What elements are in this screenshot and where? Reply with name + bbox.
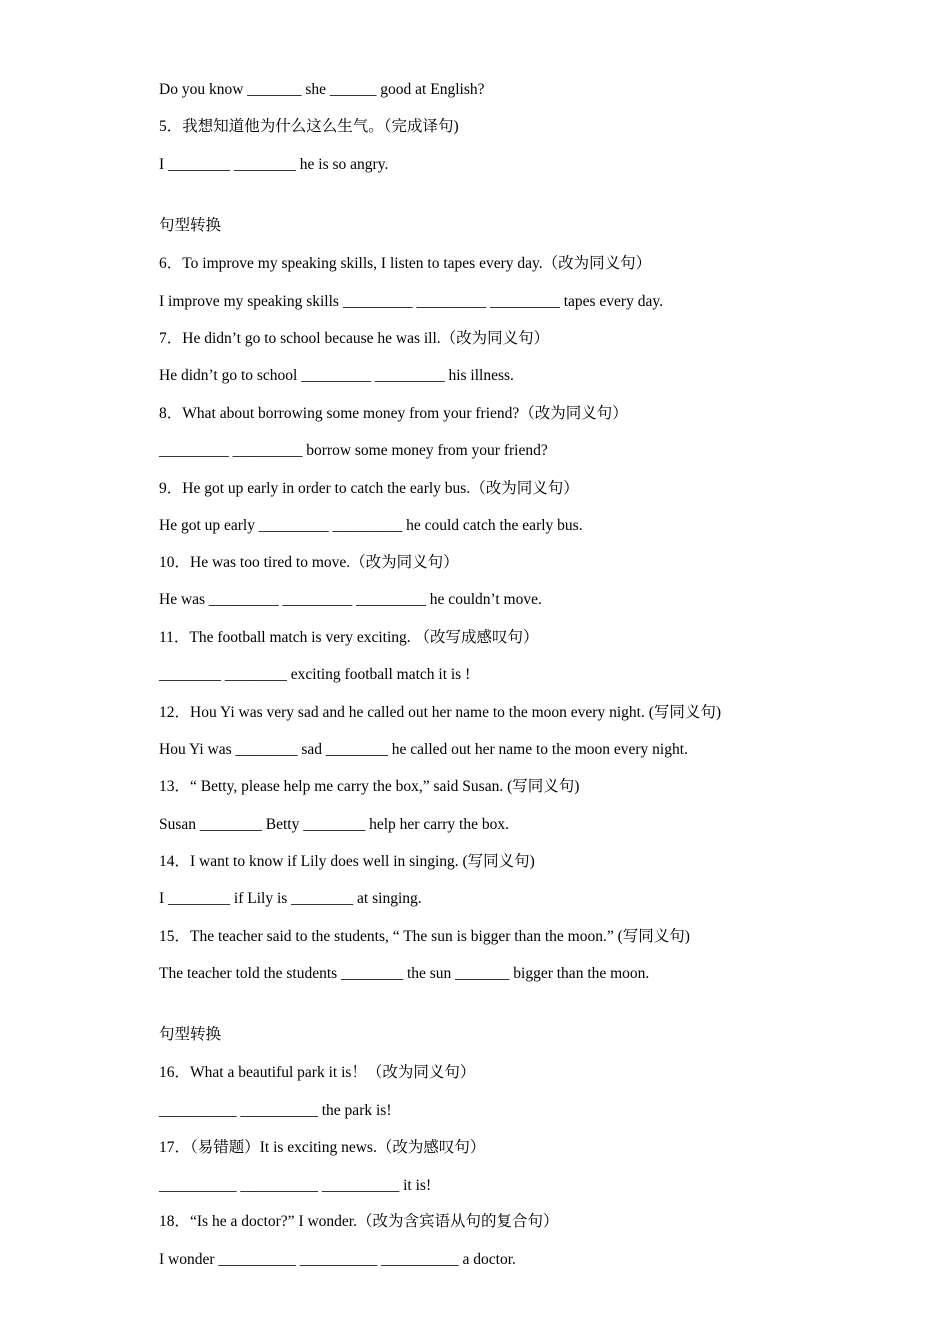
- section-heading-sentence-transformation-2: 句型转换: [159, 1026, 222, 1043]
- question-17-answer-line: __________ __________ __________ it is!: [159, 1177, 432, 1194]
- question-6-prompt: 6．To improve my speaking skills, I listen to tapes every day.（改为同义句）: [159, 255, 652, 272]
- question-14-prompt: 14．I want to know if Lily does well in singing. (写同义句): [159, 853, 535, 870]
- question-16-prompt: 16．What a beautiful park it is！（改为同义句）: [159, 1064, 476, 1081]
- question-5-answer-line: I ________ ________ he is so angry.: [159, 156, 389, 173]
- question-9-answer-line: He got up early _________ _________ he could catch the early bus.: [159, 517, 583, 534]
- question-13-answer-line: Susan ________ Betty ________ help her carry the box.: [159, 816, 509, 833]
- question-17-prompt: 17．（易错题）It is exciting news.（改为感叹句）: [159, 1139, 486, 1156]
- question-11-prompt: 11．The football match is very exciting. （改写成感叹句）: [159, 629, 539, 646]
- question-9-prompt: 9．He got up early in order to catch the early bus.（改为同义句）: [159, 480, 579, 497]
- question-5-prompt: 5．我想知道他为什么这么生气。（完成译句): [159, 118, 459, 135]
- question-10-answer-line: He was _________ _________ _________ he couldn’t move.: [159, 591, 542, 608]
- question-18-prompt: 18．“Is he a doctor?” I wonder.（改为含宾语从句的复合句）: [159, 1213, 559, 1230]
- question-11-answer-line: ________ ________ exciting football match it is !: [159, 666, 471, 683]
- question-8-answer-line: _________ _________ borrow some money from your friend?: [159, 442, 548, 459]
- question-7-prompt: 7．He didn’t go to school because he was ill.（改为同义句）: [159, 330, 550, 347]
- question-6-answer-line: I improve my speaking skills _________ _________ _________ tapes every day.: [159, 293, 663, 310]
- question-12-answer-line: Hou Yi was ________ sad ________ he called out her name to the moon every night.: [159, 741, 688, 758]
- question-10-prompt: 10．He was too tired to move.（改为同义句）: [159, 554, 459, 571]
- question-8-prompt: 8．What about borrowing some money from your friend?（改为同义句）: [159, 405, 628, 422]
- question-7-answer-line: He didn’t go to school _________ _________ his illness.: [159, 367, 514, 384]
- question-4-answer-line: Do you know _______ she ______ good at English?: [159, 81, 485, 98]
- question-16-answer-line: __________ __________ the park is!: [159, 1102, 392, 1119]
- question-12-prompt: 12．Hou Yi was very sad and he called out her name to the moon every night. (写同义句): [159, 704, 722, 721]
- question-13-prompt: 13．“ Betty, please help me carry the box,” said Susan. (写同义句): [159, 778, 580, 795]
- question-15-answer-line: The teacher told the students ________ the sun _______ bigger than the moon.: [159, 965, 650, 982]
- question-18-answer-line: I wonder __________ __________ __________ a doctor.: [159, 1251, 516, 1268]
- question-14-answer-line: I ________ if Lily is ________ at singing.: [159, 890, 422, 907]
- question-15-prompt: 15．The teacher said to the students, “ The sun is bigger than the moon.” (写同义句): [159, 928, 690, 945]
- section-heading-sentence-transformation: 句型转换: [159, 217, 222, 234]
